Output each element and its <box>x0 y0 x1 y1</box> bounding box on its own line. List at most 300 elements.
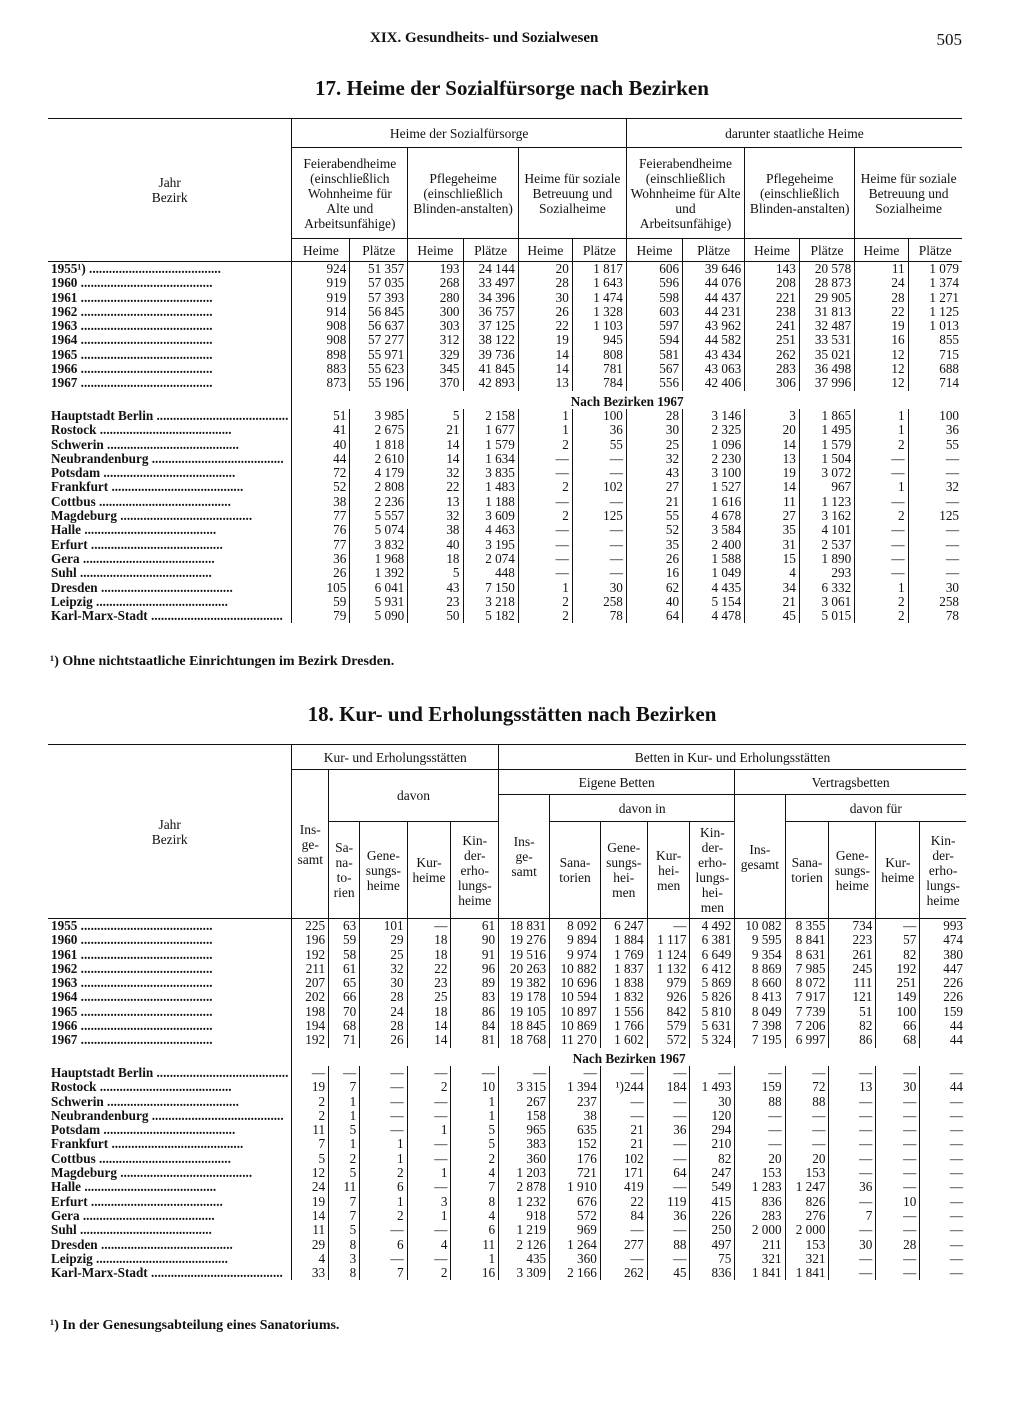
table-cell: — <box>829 1123 876 1137</box>
table-cell: 30 <box>690 1095 735 1109</box>
table-cell: — <box>855 495 908 509</box>
row-label: Frankfurt ........................................ <box>51 480 244 495</box>
table-cell: — <box>920 1195 966 1209</box>
table-cell: 20 <box>745 423 800 437</box>
table-cell: 556 <box>626 376 682 390</box>
table-cell: 5 <box>451 1137 499 1151</box>
table-cell: 43 962 <box>683 319 745 333</box>
table-cell: 83 <box>451 990 499 1004</box>
table-cell: 207 <box>292 976 329 990</box>
column-header: Heime für soziale Betreuung und Sozialheime <box>518 148 626 239</box>
table-cell: — <box>855 523 908 537</box>
table-cell: 16 <box>451 1266 499 1280</box>
table-cell: 28 <box>360 1019 407 1033</box>
table-cell: 33 497 <box>463 276 518 290</box>
column-header: Heime <box>855 239 908 262</box>
table-row <box>48 319 962 333</box>
table-cell: 808 <box>572 348 626 362</box>
table-cell: 1 374 <box>908 276 962 290</box>
column-header: Kur- hei- men <box>647 822 690 919</box>
table-cell: 8 631 <box>785 948 829 962</box>
table-cell: 4 478 <box>683 609 745 623</box>
table-cell: — <box>360 1223 407 1237</box>
table-cell: — <box>407 1095 451 1109</box>
table-cell: 1 <box>329 1095 360 1109</box>
table-cell: 13 <box>408 495 463 509</box>
table-cell: — <box>855 466 908 480</box>
table-cell: 7 206 <box>785 1019 829 1033</box>
table-cell: 66 <box>329 990 360 1004</box>
table-cell: 3 072 <box>799 466 854 480</box>
row-label: 1966 ........................................ <box>51 362 213 377</box>
table-cell: 19 <box>292 1080 329 1094</box>
table-cell: 19 105 <box>499 1005 550 1019</box>
table-cell: — <box>572 495 626 509</box>
table-cell: 5 631 <box>690 1019 735 1033</box>
table-cell: 1 123 <box>799 495 854 509</box>
table-cell: 572 <box>647 1033 690 1047</box>
table-row <box>48 1109 966 1123</box>
table-cell: 10 696 <box>550 976 601 990</box>
table-cell: 714 <box>908 376 962 390</box>
table-cell: 226 <box>690 1209 735 1223</box>
table-cell: — <box>876 1223 920 1237</box>
table-cell: 3 985 <box>350 409 408 423</box>
table-cell: 32 <box>360 962 407 976</box>
table-row <box>48 1252 966 1266</box>
table-cell: 1 079 <box>908 262 962 277</box>
table-cell: 4 <box>745 566 800 580</box>
table-cell: 283 <box>735 1209 785 1223</box>
table-cell: 40 <box>626 595 682 609</box>
table-cell: 1 616 <box>683 495 745 509</box>
table-cell: 597 <box>626 319 682 333</box>
table-cell: 1 865 <box>799 409 854 423</box>
table-cell: 10 897 <box>550 1005 601 1019</box>
table-cell: 22 <box>408 480 463 494</box>
table-cell: 836 <box>690 1266 735 1280</box>
table-cell: 36 <box>292 552 350 566</box>
row-label: Leipzig ........................................ <box>51 594 228 609</box>
table-cell: 1 <box>360 1137 407 1151</box>
table-row <box>48 523 962 537</box>
table-cell: 1 579 <box>799 438 854 452</box>
column-header: Ins- ge- samt <box>292 770 329 919</box>
table-cell: — <box>360 1080 407 1094</box>
table-row <box>48 480 962 494</box>
column-header: Sana- torien <box>785 822 829 919</box>
table-cell: 1 <box>451 1109 499 1123</box>
table-cell: 262 <box>600 1266 647 1280</box>
table-cell: — <box>855 452 908 466</box>
column-header: Heime <box>408 239 463 262</box>
table-cell: 1 841 <box>735 1266 785 1280</box>
table-cell: 24 <box>292 1180 329 1194</box>
table-cell: — <box>829 1195 876 1209</box>
table-cell: 967 <box>799 480 854 494</box>
row-label: Halle ........................................ <box>51 1180 217 1195</box>
table-row <box>48 581 962 595</box>
table-cell: 1 <box>855 409 908 423</box>
column-header: Feierabendheime (einschließlich Wohnheime für Alte und Arbeitsunfähige) <box>626 148 744 239</box>
table-cell: — <box>407 919 451 934</box>
table-cell: 1 117 <box>647 933 690 947</box>
table-cell: — <box>920 1166 966 1180</box>
table-cell: 226 <box>920 976 966 990</box>
table-row <box>48 495 962 509</box>
table-cell: — <box>785 1109 829 1123</box>
table-cell: — <box>407 1137 451 1151</box>
table-cell: 102 <box>600 1152 647 1166</box>
page-header <box>0 30 1024 54</box>
table-cell: 9 974 <box>550 948 601 962</box>
table-cell: 14 <box>407 1033 451 1047</box>
row-label: 1962 ........................................ <box>51 304 213 319</box>
table-cell: 52 <box>626 523 682 537</box>
table-cell: 143 <box>745 262 800 277</box>
table-cell: 5 <box>329 1166 360 1180</box>
table-cell: 119 <box>647 1195 690 1209</box>
row-label: Leipzig ........................................ <box>51 1251 228 1266</box>
table-cell: — <box>876 1123 920 1137</box>
table-cell: 734 <box>829 919 876 934</box>
table-cell: — <box>690 1066 735 1080</box>
table-cell: 1 <box>855 581 908 595</box>
table-cell: — <box>407 1223 451 1237</box>
table-cell: 18 768 <box>499 1033 550 1047</box>
table-cell: 908 <box>292 333 350 347</box>
table-cell: — <box>600 1109 647 1123</box>
table-cell: 19 <box>855 319 908 333</box>
table-cell: 77 <box>292 538 350 552</box>
table-cell: 5 <box>451 1123 499 1137</box>
row-label: 1963 ........................................ <box>51 976 213 991</box>
page-number: 505 <box>936 30 962 49</box>
table-cell: 1 096 <box>683 438 745 452</box>
table-cell: 55 <box>626 509 682 523</box>
table-cell: 125 <box>908 509 962 523</box>
table-row <box>48 276 962 290</box>
table-cell: 676 <box>550 1195 601 1209</box>
table-cell: 30 <box>876 1080 920 1094</box>
table-cell: 6 412 <box>690 962 735 976</box>
table-cell: 1 910 <box>550 1180 601 1194</box>
table-cell: 55 <box>572 438 626 452</box>
table-cell: — <box>647 1180 690 1194</box>
row-label: Neubrandenburg ........................................ <box>51 1108 284 1123</box>
table-cell: 7 <box>360 1266 407 1280</box>
table-cell: 13 <box>518 376 572 390</box>
table-cell: 41 <box>292 423 350 437</box>
table-cell: 1 818 <box>350 438 408 452</box>
table-cell: 6 247 <box>600 919 647 934</box>
table-cell: 14 <box>518 348 572 362</box>
table-cell: 1 203 <box>499 1166 550 1180</box>
table-cell: 22 <box>518 319 572 333</box>
table-cell: 329 <box>408 348 463 362</box>
table-cell: 44 582 <box>683 333 745 347</box>
row-label: 1955 ........................................ <box>51 918 213 933</box>
table-cell: 3 832 <box>350 538 408 552</box>
table-cell: 36 <box>572 423 626 437</box>
table-cell: 1 264 <box>550 1238 601 1252</box>
table-cell: 2 000 <box>785 1223 829 1237</box>
table-cell: 842 <box>647 1005 690 1019</box>
table-cell: 5 182 <box>463 609 518 623</box>
table-cell: 3 835 <box>463 466 518 480</box>
table-row <box>48 609 962 623</box>
table-row <box>48 1137 966 1151</box>
table-cell: — <box>908 538 962 552</box>
table-cell: 70 <box>329 1005 360 1019</box>
table-cell: — <box>785 1123 829 1137</box>
table-cell: 3 146 <box>683 409 745 423</box>
row-label: 1955¹) ........................................ <box>51 261 221 276</box>
table-cell: 7 917 <box>785 990 829 1004</box>
table-cell: 2 <box>518 480 572 494</box>
table-cell: — <box>600 1095 647 1109</box>
table-cell: 918 <box>499 1209 550 1223</box>
table-cell: 36 498 <box>799 362 854 376</box>
table-row <box>48 362 962 376</box>
table-cell: 61 <box>329 962 360 976</box>
table-cell: 2 158 <box>463 409 518 423</box>
table-cell: 51 <box>292 409 350 423</box>
table-cell: — <box>600 1223 647 1237</box>
table-cell: 8 072 <box>785 976 829 990</box>
table-cell: 102 <box>572 480 626 494</box>
table-cell: 7 <box>451 1180 499 1194</box>
table-cell: 76 <box>292 523 350 537</box>
row-label: Rostock ........................................ <box>51 423 232 438</box>
table-row <box>48 1005 966 1019</box>
table-cell: — <box>920 1137 966 1151</box>
table-cell: 6 381 <box>690 933 735 947</box>
table-cell: 27 <box>626 480 682 494</box>
table-cell: 826 <box>785 1195 829 1209</box>
table-cell: — <box>876 1209 920 1223</box>
table-cell: — <box>785 1066 829 1080</box>
row-label: Potsdam ........................................ <box>51 1123 236 1138</box>
table-cell: — <box>829 1223 876 1237</box>
table-cell: 2 <box>518 438 572 452</box>
table-cell: 59 <box>292 595 350 609</box>
table-cell: 293 <box>799 566 854 580</box>
table-cell: 51 <box>829 1005 876 1019</box>
table-cell: 1 394 <box>550 1080 601 1094</box>
table-cell: 8 413 <box>735 990 785 1004</box>
table-cell: — <box>855 552 908 566</box>
table-cell: 1 <box>518 423 572 437</box>
table-cell: — <box>647 1109 690 1123</box>
table-cell: 125 <box>572 509 626 523</box>
table-cell: 1 <box>407 1209 451 1223</box>
table-row <box>48 1166 966 1180</box>
table-cell: — <box>920 1223 966 1237</box>
table-cell: — <box>550 1066 601 1080</box>
table-cell: — <box>920 1209 966 1223</box>
table-cell: 7 <box>329 1209 360 1223</box>
table-cell: 312 <box>408 333 463 347</box>
table-cell: 64 <box>647 1166 690 1180</box>
table-cell: 20 <box>518 262 572 277</box>
row-label: 1962 ........................................ <box>51 961 213 976</box>
table-cell: 3 609 <box>463 509 518 523</box>
table-cell: 30 <box>908 581 962 595</box>
table-cell: — <box>855 538 908 552</box>
table-cell: 1 <box>360 1195 407 1209</box>
table-cell: 1 <box>329 1137 360 1151</box>
table-cell: 781 <box>572 362 626 376</box>
table-cell: 1 328 <box>572 305 626 319</box>
table-cell: — <box>876 1152 920 1166</box>
table-cell: 57 035 <box>350 276 408 290</box>
table-cell: 3 162 <box>799 509 854 523</box>
table-cell: 21 <box>600 1123 647 1137</box>
table-cell: 3 584 <box>683 523 745 537</box>
table-cell: 5 826 <box>690 990 735 1004</box>
table-cell: 1 <box>407 1123 451 1137</box>
table-cell: — <box>600 1066 647 1080</box>
table-cell: 56 637 <box>350 319 408 333</box>
table-cell: 84 <box>600 1209 647 1223</box>
table-cell: 1 884 <box>600 933 647 947</box>
table-cell: 721 <box>550 1166 601 1180</box>
table-cell: 267 <box>499 1095 550 1109</box>
table-cell: 43 <box>626 466 682 480</box>
table-cell: 2 878 <box>499 1180 550 1194</box>
table-cell: 20 <box>735 1152 785 1166</box>
table-17-years <box>48 262 962 391</box>
table-cell: 211 <box>292 962 329 976</box>
table-cell: 193 <box>408 262 463 277</box>
table-cell: 78 <box>908 609 962 623</box>
table-cell: 4 463 <box>463 523 518 537</box>
table-cell: — <box>647 1223 690 1237</box>
table-cell: 75 <box>690 1252 735 1266</box>
table-cell: 321 <box>735 1252 785 1266</box>
table-cell: 20 <box>785 1152 829 1166</box>
table-cell: 4 678 <box>683 509 745 523</box>
table-cell: 7 150 <box>463 581 518 595</box>
table-cell: 14 <box>745 438 800 452</box>
table-cell: — <box>829 1166 876 1180</box>
table-cell: 1 124 <box>647 948 690 962</box>
table-cell: 2 <box>292 1095 329 1109</box>
row-label: Frankfurt ........................................ <box>51 1137 244 1152</box>
table-cell: 42 406 <box>683 376 745 390</box>
table-cell: 1 132 <box>647 962 690 976</box>
table-cell: — <box>518 523 572 537</box>
table-row <box>48 1080 966 1094</box>
section-title: XIX. Gesundheits- und Sozialwesen <box>370 30 599 46</box>
table-cell: 10 <box>451 1080 499 1094</box>
row-label: Erfurt ........................................ <box>51 537 223 552</box>
table-cell: 66 <box>876 1019 920 1033</box>
table-cell: 9 894 <box>550 933 601 947</box>
table-row <box>48 409 962 423</box>
table-cell: 1 677 <box>463 423 518 437</box>
table-cell: 4 <box>451 1166 499 1180</box>
table-cell: 120 <box>690 1109 735 1123</box>
table-cell: 32 <box>908 480 962 494</box>
table-row <box>48 538 962 552</box>
table-cell: 34 396 <box>463 291 518 305</box>
table-cell: — <box>920 1152 966 1166</box>
table-cell: — <box>920 1238 966 1252</box>
table-cell: 171 <box>600 1166 647 1180</box>
table-cell: 10 882 <box>550 962 601 976</box>
table-row <box>48 1066 966 1080</box>
table-cell: 25 <box>360 948 407 962</box>
table-cell: — <box>499 1066 550 1080</box>
table-cell: 72 <box>785 1080 829 1094</box>
column-header: Sana- torien <box>550 822 601 919</box>
table-cell: 7 398 <box>735 1019 785 1033</box>
table-cell: 12 <box>855 376 908 390</box>
table-cell: 914 <box>292 305 350 319</box>
table-row <box>48 333 962 347</box>
table-cell: 26 <box>292 566 350 580</box>
table-cell: 111 <box>829 976 876 990</box>
table-cell: 245 <box>829 962 876 976</box>
table-cell: — <box>876 1180 920 1194</box>
table-row <box>48 452 962 466</box>
table-cell: 3 <box>407 1195 451 1209</box>
table-cell: — <box>407 1066 451 1080</box>
table-cell: 1 483 <box>463 480 518 494</box>
table-cell: 40 <box>292 438 350 452</box>
table-cell: 28 <box>876 1238 920 1252</box>
table-cell: 32 <box>626 452 682 466</box>
table-18 <box>48 744 966 1280</box>
table-cell: 31 813 <box>799 305 854 319</box>
table-cell: 61 <box>451 919 499 934</box>
table-cell: 919 <box>292 276 350 290</box>
table-cell: 9 354 <box>735 948 785 962</box>
table-cell: 1 <box>451 1252 499 1266</box>
table-cell: 18 845 <box>499 1019 550 1033</box>
table-cell: 6 <box>360 1180 407 1194</box>
row-label: Karl-Marx-Stadt ........................................ <box>51 1266 283 1281</box>
table-17 <box>48 118 962 623</box>
table-cell: 38 <box>292 495 350 509</box>
table-cell: 8 355 <box>785 919 829 934</box>
table-cell: 153 <box>735 1166 785 1180</box>
table-cell: — <box>920 1109 966 1123</box>
table-cell: 606 <box>626 262 682 277</box>
table-cell: 14 <box>407 1019 451 1033</box>
table-cell: 2 675 <box>350 423 408 437</box>
table-cell: 184 <box>647 1080 690 1094</box>
table-cell: 1 232 <box>499 1195 550 1209</box>
table-row <box>48 509 962 523</box>
table-cell: 276 <box>785 1209 829 1223</box>
table-cell: 221 <box>745 291 800 305</box>
table-cell: 380 <box>920 948 966 962</box>
table-cell: 208 <box>745 276 800 290</box>
table-cell: 12 <box>855 348 908 362</box>
footnote: ¹) Ohne nichtstaatliche Einrichtungen im Bezirk Dresden. <box>50 654 395 669</box>
table-cell: 78 <box>572 609 626 623</box>
table-cell: 8 841 <box>785 933 829 947</box>
table-cell: 979 <box>647 976 690 990</box>
table-cell: 14 <box>292 1209 329 1223</box>
table-cell: 447 <box>920 962 966 976</box>
table-cell: — <box>407 1152 451 1166</box>
table-row <box>48 1152 966 1166</box>
row-label: Suhl ........................................ <box>51 566 212 581</box>
